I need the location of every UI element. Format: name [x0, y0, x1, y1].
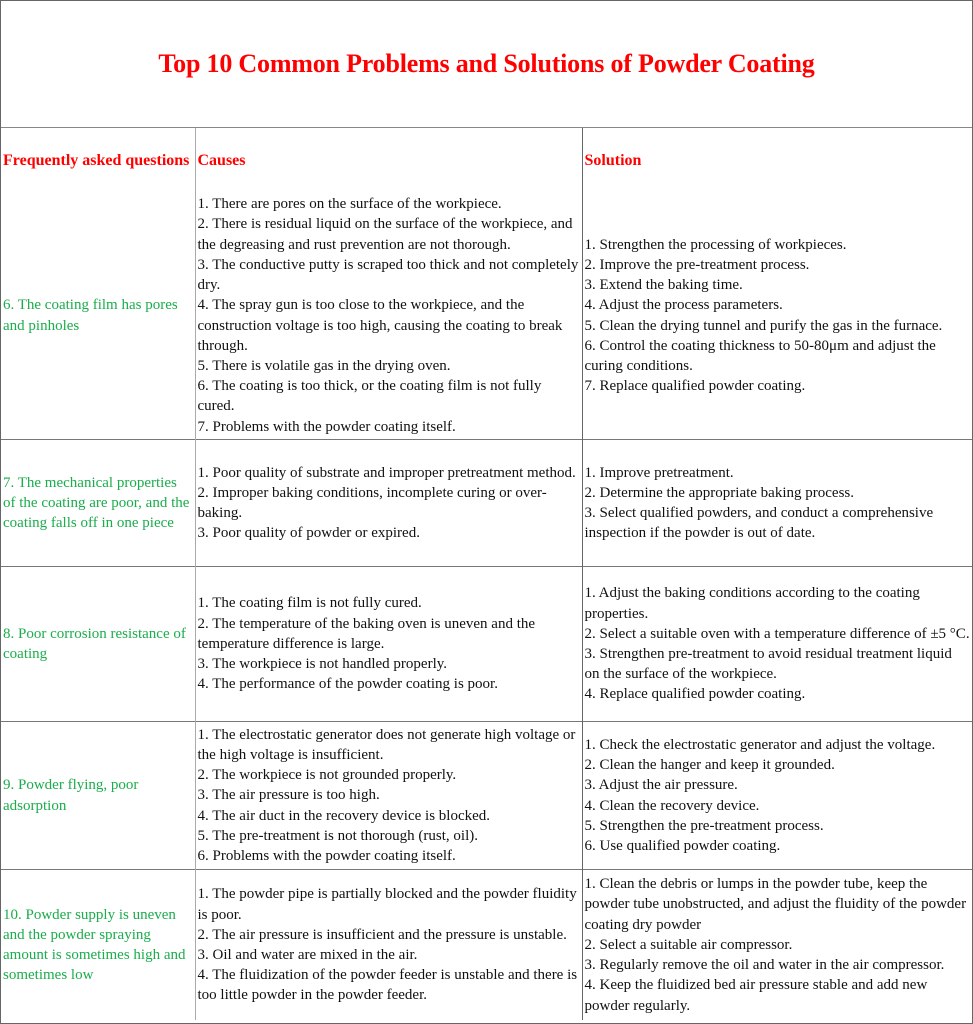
cause-item: 2. Improper baking conditions, incomplete curing or over-baking. [197, 484, 547, 521]
cause-item: 7. Problems with the powder coating itself. [197, 418, 456, 435]
header-questions: Frequently asked questions [1, 128, 195, 192]
cause-item: 2. The workpiece is not grounded properly. [197, 767, 457, 784]
cause-item: 2. The air pressure is insufficient and the pressure is unstable. [197, 926, 567, 943]
question-cell: 8. Poor corrosion resistance of coating [1, 567, 195, 722]
cause-item: 1. There are pores on the surface of the workpiece. [197, 196, 502, 213]
cause-item: 3. The air pressure is too high. [197, 787, 380, 804]
solution-item: 4. Adjust the process parameters. [584, 297, 783, 314]
solution-item: 1. Clean the debris or lumps in the powder tube, keep the powder tube unobstructed, and adjust the fluidity of the powder coating dry powder [584, 876, 967, 933]
cause-item: 1. The coating film is not fully cured. [197, 595, 422, 612]
table-row [1, 440, 972, 567]
solution-item: 4. Replace qualified powder coating. [584, 686, 806, 703]
table-row [1, 722, 972, 870]
cause-item: 3. Oil and water are mixed in the air. [197, 947, 418, 963]
table-row [1, 192, 972, 440]
cause-item: 6. Problems with the powder coating itself. [197, 848, 456, 864]
cause-item: 4. The performance of the powder coating is poor. [197, 676, 498, 693]
table-row [1, 567, 972, 722]
solution-item: 4. Clean the recovery device. [584, 797, 760, 814]
solution-item: 2. Clean the hanger and keep it grounded. [584, 757, 835, 774]
cause-item: 2. The temperature of the baking oven is uneven and the temperature difference is large. [197, 615, 536, 652]
solution-item: 3. Adjust the air pressure. [584, 777, 738, 794]
page-title: Top 10 Common Problems and Solutions of Powder Coating [158, 49, 815, 78]
solution-cell [582, 870, 972, 1021]
solution-item: 3. Select qualified powders, and conduct a comprehensive inspection if the powder is out of date. [584, 505, 934, 542]
cause-item: 3. The workpiece is not handled properly. [197, 656, 448, 673]
cause-item: 5. There is volatile gas in the drying oven. [197, 357, 451, 374]
solution-item: 2. Determine the appropriate baking process. [584, 484, 854, 501]
solution-item: 2. Select a suitable air compressor. [584, 936, 793, 953]
cause-item: 4. The fluidization of the powder feeder is unstable and there is too little powder in the powder feeder. [197, 967, 578, 1004]
solution-item: 3. Regularly remove the oil and water in the air compressor. [584, 957, 945, 974]
causes-cell [195, 722, 582, 870]
question-cell: 10. Powder supply is uneven and the powder spraying amount is sometimes high and sometimes low [1, 870, 195, 1021]
cause-item: 1. The powder pipe is partially blocked and the powder fluidity is poor. [197, 886, 577, 923]
solution-item: 3. Extend the baking time. [584, 277, 743, 294]
solution-item: 1. Check the electrostatic generator and adjust the voltage. [584, 736, 936, 753]
solution-item: 6. Control the coating thickness to 50-80μm and adjust the curing conditions. [584, 337, 936, 374]
question-cell: 6. The coating film has pores and pinholes [1, 192, 195, 440]
solution-item: 7. Replace qualified powder coating. [584, 378, 806, 395]
cause-item: 1. Poor quality of substrate and improper pretreatment method. [197, 464, 576, 481]
table-header-row [1, 128, 972, 192]
cause-item: 4. The air duct in the recovery device is blocked. [197, 807, 491, 824]
cause-item: 3. Poor quality of powder or expired. [197, 525, 420, 542]
solution-cell [582, 192, 972, 440]
causes-cell [195, 440, 582, 567]
solution-item: 6. Use qualified powder coating. [584, 837, 781, 854]
cause-item: 6. The coating is too thick, or the coating film is not fully cured. [197, 378, 542, 415]
question-cell: 7. The mechanical properties of the coating are poor, and the coating falls off in one piece [1, 440, 195, 567]
cause-item: 3. The conductive putty is scraped too thick and not completely dry. [197, 256, 579, 294]
header-solution: Solution [584, 151, 642, 169]
solution-item: 1. Adjust the baking conditions according to the coating properties. [584, 585, 920, 622]
cause-item: 5. The pre-treatment is not thorough (rust, oil). [197, 827, 478, 844]
solution-item: 1. Improve pretreatment. [584, 464, 734, 481]
cause-item: 4. The spray gun is too close to the workpiece, and the construction voltage is too high, causing the coating to break through. [197, 297, 563, 354]
solution-item: 4. Keep the fluidized bed air pressure stable and add new powder regularly. [584, 977, 928, 1014]
table-row [1, 870, 972, 1021]
cause-item: 2. There is residual liquid on the surface of the workpiece, and the degreasing and rust prevention are not thorough. [197, 216, 573, 253]
solution-item: 3. Strengthen pre-treatment to avoid residual treatment liquid on the surface of the workpiece. [584, 646, 952, 683]
header-causes: Causes [195, 128, 582, 192]
problems-solutions-table [1, 128, 972, 1020]
solution-item: 1. Strengthen the processing of workpieces. [584, 236, 847, 253]
solution-item: 5. Clean the drying tunnel and purify the gas in the furnace. [584, 317, 943, 334]
causes-cell [195, 567, 582, 722]
causes-cell [195, 192, 582, 440]
solution-cell [582, 440, 972, 567]
solution-cell [582, 722, 972, 870]
cause-item: 1. The electrostatic generator does not generate high voltage or the high voltage is insufficient. [197, 726, 576, 763]
solution-cell [582, 567, 972, 722]
question-cell: 9. Powder flying, poor adsorption [1, 722, 195, 870]
solution-item: 5. Strengthen the pre-treatment process. [584, 817, 824, 834]
solution-item: 2. Improve the pre-treatment process. [584, 256, 810, 273]
causes-cell [195, 870, 582, 1021]
solution-item: 2. Select a suitable oven with a temperature difference of ±5 °C. [584, 625, 970, 642]
title-band [1, 1, 972, 128]
